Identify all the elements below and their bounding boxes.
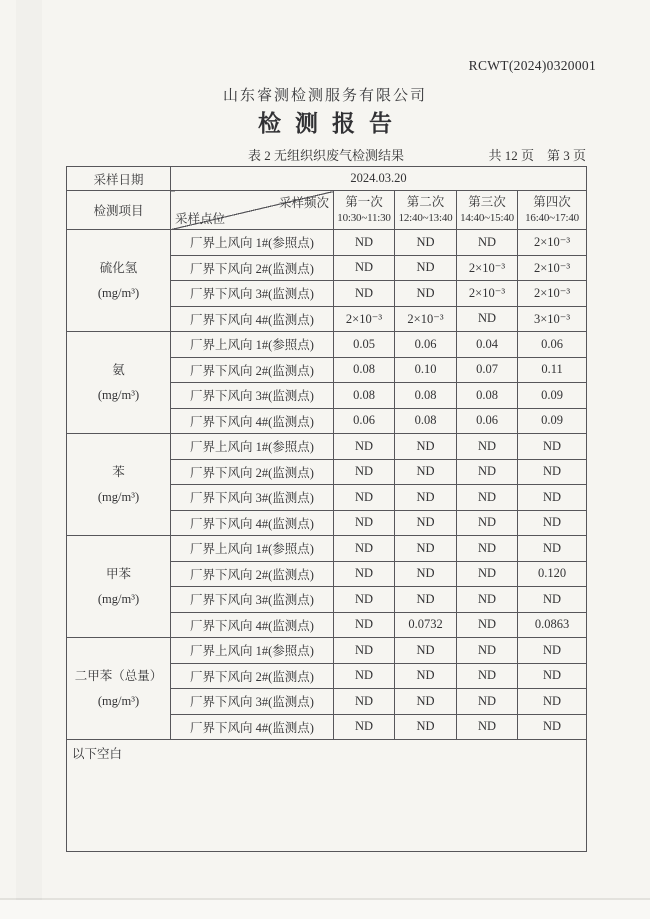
result-value-cell: 0.08	[457, 383, 518, 409]
result-value-cell: ND	[457, 561, 518, 587]
frequency-name: 第三次	[468, 195, 506, 209]
result-value-cell: ND	[334, 230, 395, 256]
result-value-cell: 0.06	[518, 332, 587, 358]
result-value-cell: ND	[334, 663, 395, 689]
result-value-cell: ND	[395, 587, 457, 613]
result-value-cell: ND	[457, 510, 518, 536]
result-value-cell: 0.0732	[395, 612, 457, 638]
test-item-cell	[67, 332, 171, 434]
sampling-date-row	[67, 167, 587, 191]
frequency-time: 14:40~15:40	[460, 212, 514, 224]
result-value-cell: ND	[334, 689, 395, 715]
blank-note-cell: 以下空白	[67, 740, 587, 852]
result-value-cell: ND	[395, 561, 457, 587]
result-value-cell: 0.09	[518, 408, 587, 434]
table-row	[67, 332, 587, 358]
test-item-unit: (mg/m³)	[97, 693, 140, 708]
result-value-cell: ND	[395, 230, 457, 256]
frequency-time: 16:40~17:40	[525, 212, 579, 224]
sampling-point-cell: 厂界上风向 1#(参照点)	[171, 434, 334, 460]
test-item-unit: (mg/m³)	[97, 591, 140, 606]
frequency-name: 第二次	[406, 195, 445, 209]
sampling-point-cell: 厂界下风向 3#(监测点)	[171, 485, 334, 511]
result-value-cell: ND	[457, 714, 518, 740]
result-value-cell: ND	[395, 663, 457, 689]
result-value-cell: 0.08	[395, 383, 457, 409]
result-value-cell: 0.06	[457, 408, 518, 434]
result-value-cell: ND	[334, 281, 395, 307]
result-value-cell: ND	[518, 587, 587, 613]
company-name: 山东睿测检测服务有限公司	[222, 88, 427, 104]
frequency-header-cell-3	[457, 191, 518, 230]
result-value-cell: ND	[518, 714, 587, 740]
result-value-cell: ND	[334, 587, 395, 613]
frequency-time: 10:30~11:30	[337, 212, 391, 224]
table-row	[67, 434, 587, 460]
result-value-cell: ND	[334, 434, 395, 460]
sampling-point-cell: 厂界下风向 4#(监测点)	[171, 306, 334, 332]
sampling-point-cell: 厂界上风向 1#(参照点)	[171, 536, 334, 562]
result-value-cell: ND	[395, 459, 457, 485]
results-body	[67, 230, 587, 740]
result-value-cell: ND	[518, 459, 587, 485]
sampling-date-label-cell: 采样日期	[67, 167, 171, 191]
result-value-cell: 2×10⁻³	[457, 281, 518, 307]
result-value-cell: 0.07	[457, 357, 518, 383]
result-value-cell: ND	[395, 485, 457, 511]
sampling-point-cell: 厂界上风向 1#(参照点)	[171, 230, 334, 256]
result-value-cell: ND	[334, 510, 395, 536]
result-value-cell: 0.10	[395, 357, 457, 383]
result-value-cell: ND	[457, 485, 518, 511]
result-value-cell: ND	[457, 689, 518, 715]
result-value-cell: ND	[395, 510, 457, 536]
test-item-name: 甲苯	[105, 566, 131, 581]
result-value-cell: 0.06	[395, 332, 457, 358]
test-item-name: 二甲苯（总量）	[74, 668, 163, 683]
result-value-cell: 0.09	[518, 383, 587, 409]
result-value-cell: 2×10⁻³	[518, 230, 587, 256]
result-value-cell: ND	[518, 485, 587, 511]
result-value-cell: ND	[334, 536, 395, 562]
test-item-unit: (mg/m³)	[97, 285, 140, 300]
report-number: RCWT(2024)0320001	[468, 58, 596, 73]
result-value-cell: 0.05	[334, 332, 395, 358]
result-value-cell: ND	[457, 536, 518, 562]
test-item-cell	[67, 536, 171, 638]
result-value-cell: ND	[457, 663, 518, 689]
result-value-cell: 2×10⁻³	[518, 255, 587, 281]
result-value-cell: ND	[457, 587, 518, 613]
result-value-cell: ND	[457, 434, 518, 460]
sampling-point-cell: 厂界下风向 4#(监测点)	[171, 408, 334, 434]
test-item-name: 氨	[112, 362, 125, 377]
table-row	[67, 536, 587, 562]
item-header-cell: 检测项目	[67, 191, 171, 230]
results-head	[67, 167, 587, 230]
result-value-cell: 0.08	[334, 357, 395, 383]
result-value-cell: 0.0863	[518, 612, 587, 638]
result-value-cell: 2×10⁻³	[457, 255, 518, 281]
result-value-cell: ND	[518, 663, 587, 689]
result-value-cell: 0.06	[334, 408, 395, 434]
result-value-cell: ND	[395, 689, 457, 715]
result-value-cell: ND	[334, 255, 395, 281]
result-value-cell: ND	[395, 255, 457, 281]
sampling-point-cell: 厂界上风向 1#(参照点)	[171, 638, 334, 664]
result-value-cell: ND	[457, 306, 518, 332]
result-value-cell: ND	[457, 230, 518, 256]
result-value-cell: ND	[334, 612, 395, 638]
frequency-name: 第一次	[345, 195, 383, 209]
result-value-cell: ND	[334, 561, 395, 587]
sampling-point-cell: 厂界下风向 3#(监测点)	[171, 689, 334, 715]
result-value-cell: 0.11	[518, 357, 587, 383]
test-item-cell	[67, 230, 171, 332]
result-value-cell: ND	[334, 459, 395, 485]
page-edge-area-bottom	[0, 900, 650, 919]
result-value-cell: ND	[518, 434, 587, 460]
sampling-date-value-cell: 2024.03.20	[171, 167, 587, 191]
frequency-header-cell-2	[395, 191, 457, 230]
result-value-cell: 2×10⁻³	[395, 306, 457, 332]
result-value-cell: ND	[334, 638, 395, 664]
result-value-cell: ND	[457, 612, 518, 638]
sampling-point-cell: 厂界下风向 3#(监测点)	[171, 281, 334, 307]
table-caption: 表 2 无组织织废气检测结果	[247, 148, 404, 163]
sampling-point-cell: 厂界下风向 3#(监测点)	[171, 587, 334, 613]
result-value-cell: ND	[518, 689, 587, 715]
results-table	[66, 166, 587, 852]
table-row	[67, 638, 587, 664]
sampling-point-cell: 厂界下风向 4#(监测点)	[171, 612, 334, 638]
result-value-cell: 2×10⁻³	[334, 306, 395, 332]
frequency-name: 第四次	[533, 195, 571, 209]
frequency-header-cell-1	[334, 191, 395, 230]
result-value-cell: 2×10⁻³	[518, 281, 587, 307]
result-value-cell: ND	[457, 459, 518, 485]
test-item-name: 苯	[112, 464, 125, 479]
result-value-cell: ND	[395, 536, 457, 562]
blank-note-row	[67, 740, 587, 852]
table-row	[67, 230, 587, 256]
result-value-cell: ND	[395, 638, 457, 664]
sampling-point-cell: 厂界下风向 2#(监测点)	[171, 255, 334, 281]
sampling-point-cell: 厂界下风向 2#(监测点)	[171, 459, 334, 485]
sampling-point-cell: 厂界下风向 4#(监测点)	[171, 510, 334, 536]
frequency-time: 12:40~13:40	[398, 212, 453, 224]
result-value-cell: 0.04	[457, 332, 518, 358]
frequency-axis-label: 采样频次	[278, 196, 329, 210]
result-value-cell: 0.08	[395, 408, 457, 434]
page-indicator: 共 12 页 第 3 页	[488, 148, 586, 163]
test-item-cell	[67, 638, 171, 740]
result-value-cell: ND	[395, 281, 457, 307]
test-item-name: 硫化氢	[99, 260, 138, 275]
sampling-point-cell: 厂界上风向 1#(参照点)	[171, 332, 334, 358]
sampling-point-cell: 厂界下风向 2#(监测点)	[171, 663, 334, 689]
result-value-cell: 0.08	[334, 383, 395, 409]
table-caption-row	[66, 145, 586, 162]
result-value-cell: ND	[334, 714, 395, 740]
frequency-point-diagonal-cell	[171, 191, 334, 230]
result-value-cell: ND	[518, 638, 587, 664]
result-value-cell: 0.120	[518, 561, 587, 587]
results-footer	[67, 740, 587, 852]
test-item-cell	[67, 434, 171, 536]
sampling-point-cell: 厂界下风向 3#(监测点)	[171, 383, 334, 409]
result-value-cell: ND	[395, 434, 457, 460]
sampling-point-cell: 厂界下风向 4#(监测点)	[171, 714, 334, 740]
sampling-point-cell: 厂界下风向 2#(监测点)	[171, 561, 334, 587]
report-title: 检测报告	[258, 110, 406, 136]
result-value-cell: ND	[457, 638, 518, 664]
result-value-cell: ND	[518, 510, 587, 536]
frequency-header-cell-4	[518, 191, 587, 230]
test-item-unit: (mg/m³)	[97, 387, 140, 402]
result-value-cell: 3×10⁻³	[518, 306, 587, 332]
sampling-point-cell: 厂界下风向 2#(监测点)	[171, 357, 334, 383]
result-value-cell: ND	[334, 485, 395, 511]
point-axis-label: 采样点位	[175, 212, 226, 226]
column-header-row	[67, 191, 587, 230]
result-value-cell: ND	[395, 714, 457, 740]
result-value-cell: ND	[518, 536, 587, 562]
test-item-unit: (mg/m³)	[97, 489, 140, 504]
